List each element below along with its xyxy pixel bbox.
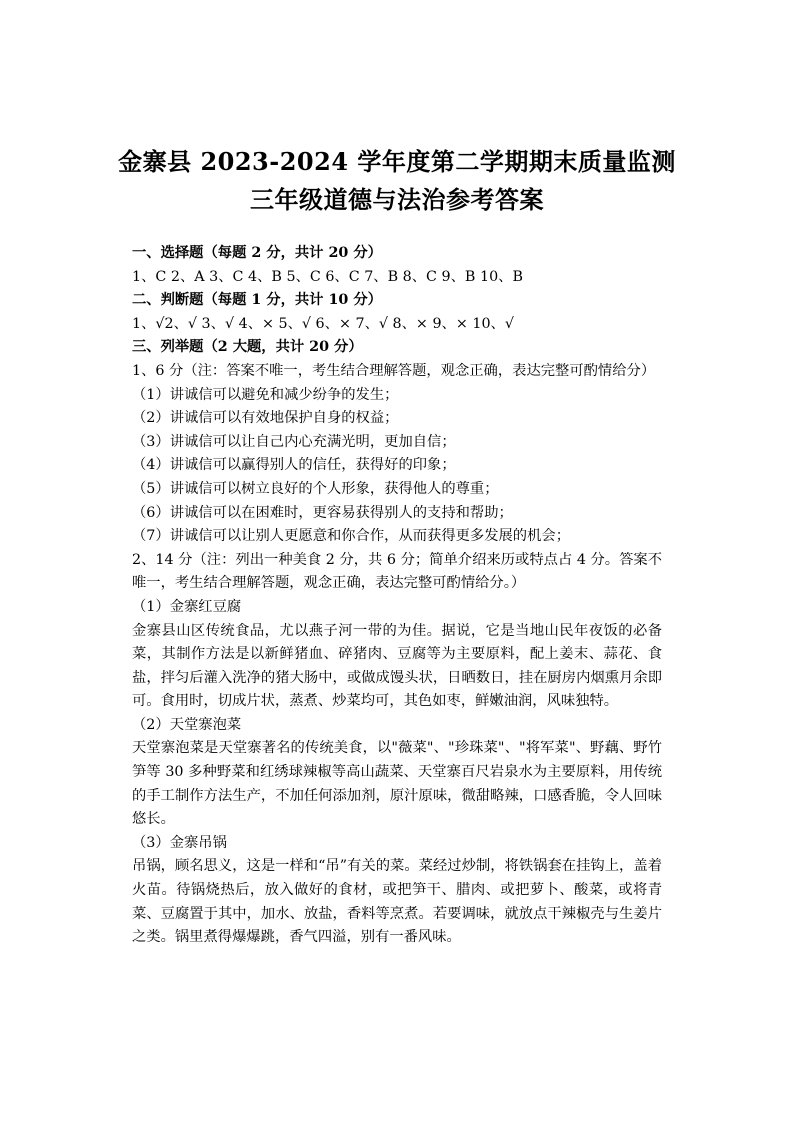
section-heading-choice: 一、选择题（每题 2 分，共计 20 分） bbox=[132, 245, 382, 261]
list-item: （6）讲诚信可以在困难时，更容易获得别人的支持和帮助； bbox=[132, 504, 513, 521]
judgment-answers: 1、√2、√ 3、√ 4、× 5、√ 6、× 7、√ 8、× 9、× 10、√ bbox=[132, 315, 514, 332]
choice-answers: 1、C 2、A 3、C 4、B 5、C 6、C 7、B 8、C 9、B 10、B bbox=[132, 268, 523, 285]
list-item: （1）讲诚信可以避免和减少纷争的发生； bbox=[132, 386, 399, 403]
section-heading-listing: 三、列举题（2 大题，共计 20 分） bbox=[132, 339, 363, 356]
question-2-intro: 2、14 分（注：列出一种美食 2 分，共 6 分；简单介绍来历或特点占 4 分。答案不唯一，考生结合理解答题，观念正确，表达完整可酌情给分。） bbox=[132, 551, 662, 592]
list-item: （3）讲诚信可以让自己内心充满光明，更加自信； bbox=[132, 433, 456, 450]
document-subtitle: 三年级道德与法治参考答案 bbox=[250, 185, 544, 214]
food-name: （3）金寨吊锅 bbox=[132, 834, 227, 851]
question-1-intro: 1、6 分（注：答案不唯一，考生结合理解答题，观念正确，表达完整可酌情给分） bbox=[132, 362, 656, 379]
list-item: （4）讲诚信可以赢得别人的信任，获得好的印象； bbox=[132, 457, 456, 474]
list-item: （2）讲诚信可以有效地保护自身的权益； bbox=[132, 410, 399, 427]
list-item: （7）讲诚信可以让别人更愿意和你合作，从而获得更多发展的机会； bbox=[132, 528, 570, 545]
food-description: 天堂寨泡菜是天堂寨著名的传统美食，以"薇菜"、"珍珠菜"、"将军菜"、野藕、野竹笋等 30 多种野菜和红绣球辣椒等高山蔬菜、天堂寨百尺岩泉水为主要原料，用传统的手工制作方法生产，不加任何添加剂，原汁原味，微甜略辣，口感香脆，令人回味悠长。 bbox=[132, 740, 662, 828]
food-description: 金寨县山区传统食品，尤以燕子河一带的为佳。据说，它是当地山民年夜饭的必备菜，其制作方法是以新鲜猪血、碎猪肉、豆腐等为主要原料，配上姜末、蒜花、食盐，拌匀后灌入洗净的猪大肠中，或做成馒头状，日晒数日，挂在厨房内烟熏月余即可。食用时，切成片状，蒸煮、炒菜均可，其色如枣，鲜嫩油润，风味独特。 bbox=[132, 622, 662, 710]
section-heading-judgment: 二、判断题（每题 1 分，共计 10 分） bbox=[132, 292, 382, 309]
document-title: 金寨县 2023-2024 学年度第二学期期末质量监测 bbox=[118, 147, 676, 176]
food-name: （1）金寨红豆腐 bbox=[132, 598, 242, 615]
food-name: （2）天堂寨泡菜 bbox=[132, 716, 242, 733]
list-item: （5）讲诚信可以树立良好的个人形象，获得他人的尊重； bbox=[132, 480, 499, 497]
food-description: 吊锅，顾名思义，这是一样和“吊”有关的菜。菜经过炒制，将铁锅套在挂钩上，盖着火苗。待锅烧热后，放入做好的食材，或把笋干、腊肉、或把萝卜、酸菜，或将青菜、豆腐置于其中，加水、放盐，香料等烹煮。若要调味，就放点干辣椒壳与生姜片之类。锅里煮得爆爆跳，香气四溢，别有一番风味。 bbox=[132, 858, 662, 946]
answer-key-body bbox=[132, 242, 662, 950]
